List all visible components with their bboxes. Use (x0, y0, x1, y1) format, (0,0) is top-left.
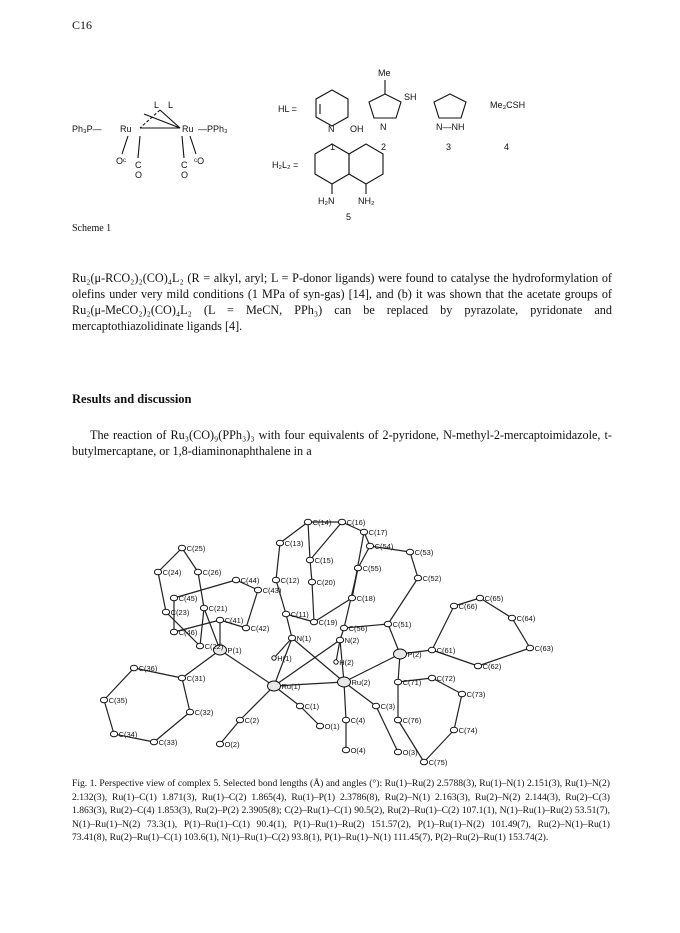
atom-label: C(26) (202, 568, 222, 577)
atom-label: C(42) (250, 624, 270, 633)
atom-ellipsoid (196, 643, 203, 649)
figure-1-perspective-view (70, 510, 630, 775)
atom-ellipsoid (268, 681, 281, 691)
atom-label: C(15) (314, 556, 334, 565)
paragraph-1: Ru₂(μ-RCO₂)₂(CO)₄L₂ (R = alkyl, aryl; L = P-donor ligands) were found to catalyse the hydroformylation of olefins under very mild conditions (1 MPa of syn-gas) [14], and (b) it was shown that the acetate groups of Ru₂(μ-MeCO₂)₂(CO)₄L₂ (L = MeCN, PPh₃) can be replaced by pyrazolate, pyridonate and mercaptothiazolidinate ligands [4]. (72, 271, 612, 333)
atom-label: H(2) (339, 658, 354, 667)
atom-label: C(61) (436, 646, 456, 655)
atom-label: N(2) (344, 636, 360, 645)
ligand2-substituent: SH (404, 92, 417, 102)
atom-ellipsoid (336, 637, 343, 643)
atom-ellipsoid (360, 529, 367, 535)
ligand2-top: Me (378, 68, 391, 78)
page-header: C16 (72, 18, 93, 32)
atom-ellipsoid (276, 540, 283, 546)
atom-ellipsoid (334, 660, 338, 664)
dimer-bridge-l2: L (168, 100, 174, 110)
atom-label: C(75) (428, 758, 448, 767)
atom-label: O(2) (224, 740, 240, 749)
bond (276, 543, 280, 580)
atom-label: C(55) (362, 564, 382, 573)
atom-label: C(74) (458, 726, 478, 735)
atom-ellipsoid (316, 723, 323, 729)
atom-ellipsoid (338, 519, 345, 525)
bond (158, 572, 166, 612)
atom-label: C(45) (178, 594, 198, 603)
ligand2-ring-atom: N (380, 122, 387, 132)
atom-ellipsoid (232, 577, 239, 583)
dimer-right-ligand: —PPh₃ (198, 124, 228, 134)
bond (310, 560, 312, 582)
atom-ellipsoid (476, 595, 483, 601)
ligand1-substituent: OH (350, 124, 364, 134)
atom-ellipsoid (306, 557, 313, 563)
atom-label: C(51) (392, 620, 412, 629)
atom-label: C(1) (304, 702, 320, 711)
ligand3-ring-atom: N—NH (436, 122, 465, 132)
atom-ellipsoid (372, 703, 379, 709)
dimer-metal-right: Ru (182, 124, 194, 134)
atom-label: C(32) (194, 708, 214, 717)
dimer-co-c-left: C (135, 160, 142, 170)
atom-label: P(2) (407, 650, 422, 659)
bond (388, 578, 418, 624)
atom-ellipsoid (458, 691, 465, 697)
atom-label: C(31) (186, 674, 206, 683)
atom-label: C(62) (482, 662, 502, 671)
atom-ellipsoid (342, 717, 349, 723)
bond (344, 682, 346, 720)
atom-ellipsoid (236, 717, 243, 723)
atom-ellipsoid (170, 595, 177, 601)
atom-ellipsoid (428, 647, 435, 653)
atom-label: C(56) (348, 624, 368, 633)
atom-ellipsoid (272, 577, 279, 583)
atom-ellipsoid (216, 617, 223, 623)
atom-label: C(66) (458, 602, 478, 611)
bond (240, 686, 274, 720)
atom-ellipsoid (414, 575, 421, 581)
atom-ellipsoid (296, 703, 303, 709)
dimer-metal-left: Ru (120, 124, 132, 134)
bond (454, 694, 462, 730)
atom-ellipsoid (384, 621, 391, 627)
atom-label: C(64) (516, 614, 536, 623)
atom-ellipsoid (406, 549, 413, 555)
dimer-left-ligand: Ph₃P— (72, 124, 102, 134)
bond (308, 522, 310, 560)
atom-label: C(11) (290, 610, 309, 619)
atom-label: C(22) (204, 642, 224, 651)
atom-label: C(25) (186, 544, 206, 553)
atom-label: C(36) (138, 664, 158, 673)
atom-label: C(19) (318, 618, 338, 627)
atom-label: C(54) (374, 542, 394, 551)
atom-ellipsoid (394, 649, 407, 659)
atom-label: C(52) (422, 574, 442, 583)
atom-ellipsoid (100, 697, 107, 703)
atom-label: C(2) (244, 716, 260, 725)
atom-ellipsoid (178, 545, 185, 551)
atom-label: C(18) (356, 594, 376, 603)
atom-ellipsoid (304, 519, 311, 525)
atom-label: O(4) (350, 746, 366, 755)
bond (376, 706, 398, 752)
atom-ellipsoid (474, 663, 481, 669)
bond (246, 590, 258, 628)
ligand3-number: 3 (446, 142, 452, 152)
atom-ellipsoid (366, 543, 373, 549)
atom-label: C(71) (402, 678, 422, 687)
atom-label: P(1) (227, 646, 242, 655)
atom-ellipsoid (310, 619, 317, 625)
atom-label: C(17) (368, 528, 388, 537)
atom-label: C(76) (402, 716, 422, 725)
atom-label: C(23) (170, 608, 190, 617)
paragraph-2: The reaction of Ru₃(CO)₉(PPh₃)₃ with four equivalents of 2-pyridone, N-methyl-2-mercaptoimidazole, t-butylmercaptane, or 1,8-diaminonaphthalene in a (72, 428, 612, 458)
scheme-1-structures (60, 58, 620, 238)
atom-ellipsoid (154, 569, 161, 575)
atom-ellipsoid (394, 717, 401, 723)
atom-ellipsoid (194, 569, 201, 575)
atom-ellipsoid (342, 747, 349, 753)
atom-label: C(13) (284, 539, 304, 548)
atom-label: N(1) (296, 634, 312, 643)
atom-label: C(33) (158, 738, 178, 747)
ligand4-formula: Me₃CSH (490, 100, 526, 110)
atom-ellipsoid (338, 677, 351, 687)
atom-ellipsoid (288, 635, 295, 641)
bond (200, 608, 204, 646)
atom-label: C(21) (208, 604, 228, 613)
ligand1-number: 1 (330, 142, 336, 152)
atom-label: O(1) (324, 722, 340, 731)
bond (182, 678, 190, 712)
ligand1-ring-atom: N (328, 124, 335, 134)
atom-ellipsoid (394, 679, 401, 685)
atom-ellipsoid (130, 665, 137, 671)
atom-label: C(4) (350, 716, 366, 725)
bond (312, 582, 314, 622)
ligand2-number: 2 (381, 142, 387, 152)
dimer-co-c-right: C (181, 160, 188, 170)
atom-ellipsoid (420, 759, 427, 765)
atom-ellipsoid (170, 629, 177, 635)
dimer-co-o-right: O (181, 170, 189, 180)
atom-ellipsoid (354, 565, 361, 571)
atom-ellipsoid (272, 656, 276, 660)
atom-label: O(3) (402, 748, 418, 757)
bond (432, 606, 454, 650)
bond (310, 522, 342, 560)
atom-ellipsoid (254, 587, 261, 593)
atom-label: C(35) (108, 696, 128, 705)
ligand5-amine-right: NH₂ (358, 196, 375, 206)
atom-label: C(20) (316, 578, 336, 587)
atom-ellipsoid (450, 603, 457, 609)
dimer-co-left: Oᶜ (116, 156, 127, 166)
atom-ellipsoid (150, 739, 157, 745)
dimer-co-o-left: O (135, 170, 143, 180)
atom-label: C(73) (466, 690, 486, 699)
atom-ellipsoid (242, 625, 249, 631)
atom-label: C(63) (534, 644, 554, 653)
ligand5-amine-left: H₂N (318, 196, 335, 206)
dimer-bridge-l1: L (154, 100, 160, 110)
atom-ellipsoid (428, 675, 435, 681)
ligand4-number: 4 (504, 142, 510, 152)
h2l2-label: H₂L₂ = (272, 160, 299, 170)
atom-label: C(65) (484, 594, 504, 603)
atom-ellipsoid (308, 579, 315, 585)
atom-label: C(12) (280, 576, 300, 585)
bond (104, 700, 114, 734)
ligand5-number: 5 (346, 212, 352, 222)
atom-label: Ru(1) (281, 682, 301, 691)
atom-label: C(16) (346, 518, 366, 527)
bond (220, 650, 274, 686)
hl-label: HL = (278, 104, 297, 114)
atom-label: C(46) (178, 628, 198, 637)
atom-ellipsoid (216, 741, 223, 747)
atom-ellipsoid (186, 709, 193, 715)
atom-label: C(14) (312, 518, 332, 527)
atom-label: C(24) (162, 568, 182, 577)
atom-label: C(72) (436, 674, 456, 683)
atom-label: C(41) (224, 616, 244, 625)
atom-ellipsoid (508, 615, 515, 621)
atom-ellipsoid (282, 611, 289, 617)
atom-ellipsoid (526, 645, 533, 651)
atom-label: C(3) (380, 702, 396, 711)
atom-ellipsoid (340, 625, 347, 631)
scheme-caption: Scheme 1 (72, 223, 112, 234)
atom-ellipsoid (450, 727, 457, 733)
atom-label: C(44) (240, 576, 260, 585)
atom-label: C(34) (118, 730, 138, 739)
atom-ellipsoid (200, 605, 207, 611)
atom-ellipsoid (348, 595, 355, 601)
atom-label: C(43) (262, 586, 282, 595)
figure-caption: Fig. 1. Perspective view of complex 5. Selected bond lengths (Å) and angles (°): Ru(1)–Ru(2) 2.5788(3), Ru(1)–N(1) 2.151(3), Ru(1)–N(2) 2.132(3), Ru(1)–C(1) 1.871(3), Ru(1)–C(2) 1.865(4), Ru(1)–P(1) 2.3786(8), Ru(2)–N(1) 2.163(3), Ru(2)–N(2) 2.144(3), Ru(2)–C(3) 1.863(3), Ru(2)–C(4) 1.853(3), Ru(2)–P(2) 2.3905(8); C(2)–Ru(1)–C(1) 90.5(2), Ru(2)–Ru(1)–C(2) 107.1(1), N(1)–Ru(1)–Ru(2) 53.51(7), N(1)–Ru(1)–N(2) 73.3(1), P(1)–Ru(1)–C(1) 90.4(1), P(1)–Ru(1)–Ru(2) 151.57(2), P(1)–Ru(1)–N(2) 101.49(7), Ru(2)–N(1)–Ru(1) 73.41(8), Ru(2)–Ru(1)–C(1) 103.6(1), N(1)–Ru(1)–C(2) 93.8(1), P(1)–Ru(1)–N(1) 111.45(7), P(2)–Ru(2)–Ru(1) 153.74(2). (72, 778, 610, 844)
section-heading: Results and discussion (72, 392, 192, 406)
atom-ellipsoid (110, 731, 117, 737)
atom-label: C(53) (414, 548, 434, 557)
dimer-co-right: ᶜO (194, 156, 205, 166)
atom-ellipsoid (162, 609, 169, 615)
atom-ellipsoid (394, 749, 401, 755)
atom-ellipsoid (178, 675, 185, 681)
atom-label: Ru(2) (351, 678, 371, 687)
atom-label: H(1) (277, 654, 292, 663)
